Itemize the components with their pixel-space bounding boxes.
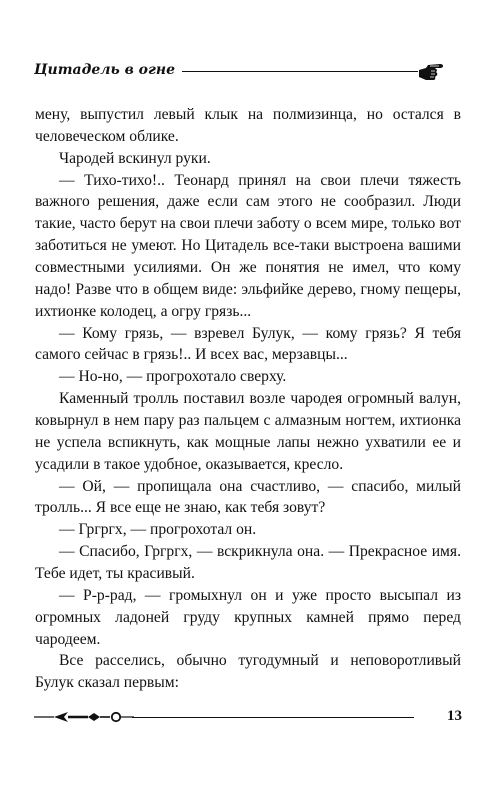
pointing-hand-icon — [418, 60, 446, 82]
header-rule — [182, 71, 418, 72]
paragraph: — Р-р-рад, — громыхнул он и уже просто высыпал из огромных ладоней груду крупных камней прямо перед чародеем. — [35, 586, 461, 648]
paragraph: — Ой, — пропищала она счастливо, — спасибо, милый тролль... Я все еще не знаю, как тебя зовут? — [35, 477, 461, 517]
page-footer — [34, 708, 464, 730]
paragraph: — Гргргх, — прогрохотал он. — [59, 521, 257, 539]
running-header — [34, 60, 462, 86]
paragraph: Все расселись, обычно тугодумный и неповоротливый Булук сказал первым: — [35, 652, 461, 692]
paragraph: — Спасибо, Гргргх, — вскрикнула она. — Прекрасное имя. Тебе идет, ты красивый. — [35, 543, 461, 583]
body-text — [35, 104, 461, 694]
paragraph: Каменный тролль поставил возле чародея огромный валун, ковырнул в нем пару раз пальцем с алмазным ногтем, ихтионка не успела вспикнуть, как мощные лапы нежно ухватили ее и усадили в такое удобное, оказывается, кресло. — [35, 390, 461, 473]
footer-rule — [132, 717, 414, 718]
paragraph: — Тихо-тихо!.. Теонард принял на свои плечи тяжесть важного решения, даже если сам этого не сообразил. Люди такие, часто берут на свои плечи заботу о всем мире, только вот заботиться не умеют. Но Цитадель все-таки выстроена вашими совместными усилиями. Он же понятия не имел, что кому надо! Разве что в общем виде: эльфийке дерево, гному пещеры, ихтионке колодец, а огру грязь... — [35, 171, 461, 320]
paragraph: — Но-но, — прогрохотало сверху. — [59, 368, 287, 386]
arrow-ornament-icon — [34, 709, 134, 725]
paragraph: Чародей вскинул руки. — [59, 149, 211, 167]
running-title: Цитадель в огне — [34, 62, 175, 78]
paragraph: — Кому грязь, — взревел Булук, — кому грязь? Я тебя самого сейчас в грязь!.. И всех вас, мерзавцы... — [35, 324, 461, 364]
paragraph: мену, выпустил левый клык на полмизинца, но остался в человеческом облике. — [35, 106, 461, 145]
page-number: 13 — [447, 708, 462, 724]
